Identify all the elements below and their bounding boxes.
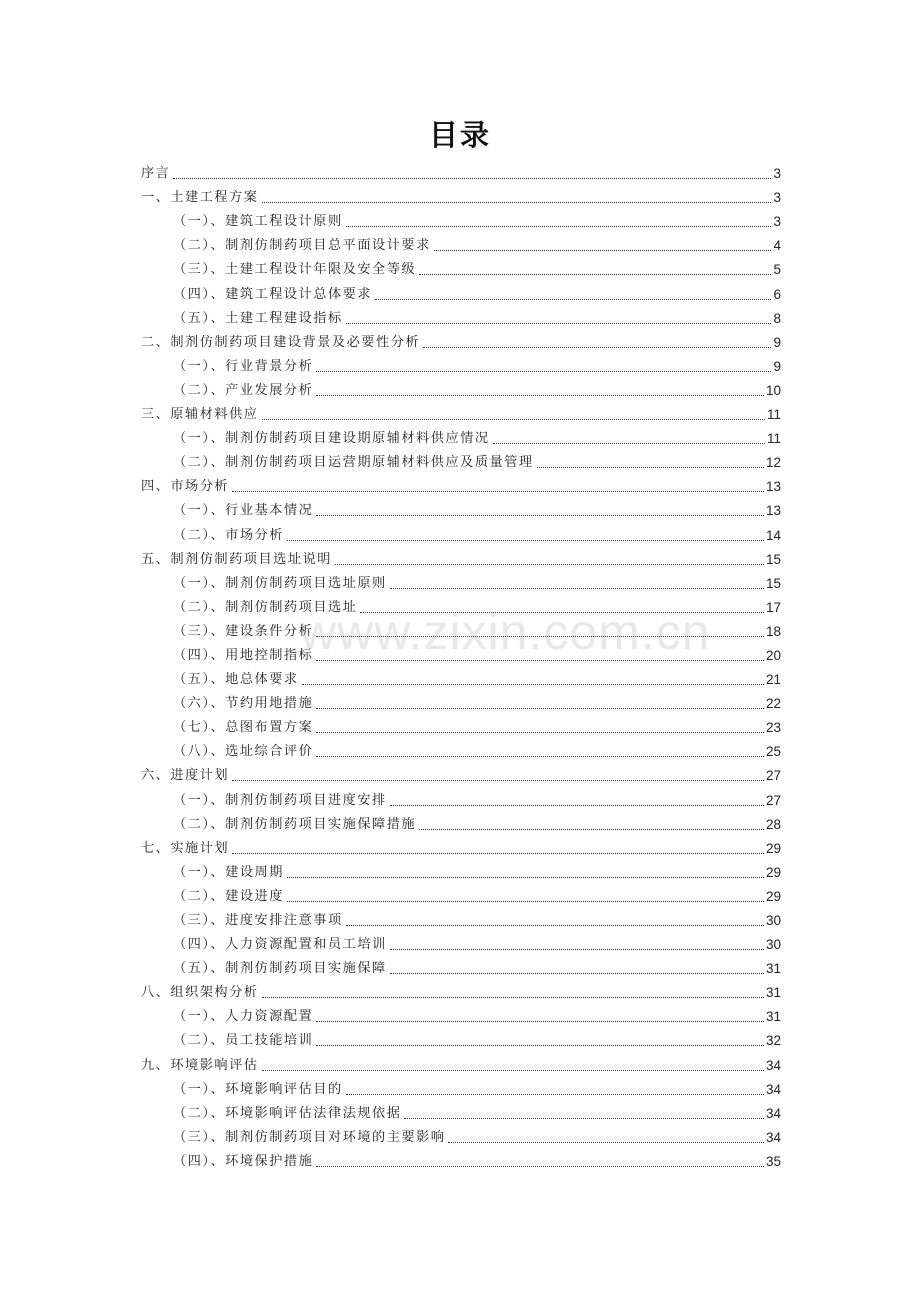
- toc-entry-label: （一）、行业背景分析: [173, 358, 314, 374]
- toc-entry-label: （二）、环境影响评估法律法规依据: [173, 1105, 402, 1121]
- dot-leader: [423, 346, 771, 348]
- toc-subsection-entry[interactable]: [141, 859, 781, 883]
- dot-leader: [346, 924, 764, 926]
- toc-entry-page-number: 18: [765, 623, 781, 639]
- toc-entry-label: （二）、制剂仿制药项目实施保障措施: [173, 816, 417, 832]
- dot-leader: [316, 659, 764, 661]
- dot-leader: [390, 587, 764, 589]
- dot-leader: [493, 442, 765, 444]
- dot-leader: [316, 514, 764, 516]
- toc-entry-page-number: 12: [765, 455, 781, 471]
- dot-leader: [316, 755, 764, 757]
- toc-entry-label: （一）、制剂仿制药项目建设期原辅材料供应情况: [173, 431, 490, 447]
- toc-entry-page-number: 35: [765, 1153, 781, 1169]
- toc-section-entry[interactable]: [141, 1051, 781, 1075]
- toc-entry-page-number: 30: [765, 937, 781, 953]
- toc-entry-page-number: 31: [765, 985, 781, 1001]
- dot-leader: [232, 779, 764, 781]
- dot-leader: [346, 1093, 764, 1095]
- toc-entry-label: （一）、建设周期: [173, 864, 284, 880]
- toc-entry-page-number: 5: [773, 262, 781, 278]
- toc-subsection-entry[interactable]: [141, 521, 781, 545]
- toc-entry-page-number: 30: [765, 913, 781, 928]
- toc-entry-label: （八）、选址综合评价: [173, 744, 314, 760]
- toc-section-entry[interactable]: [141, 835, 781, 859]
- toc-entry-page-number: 9: [773, 334, 781, 350]
- dot-leader: [360, 611, 764, 613]
- toc-subsection-entry[interactable]: [141, 714, 781, 738]
- toc-entry-page-number: 32: [765, 1033, 781, 1049]
- toc-subsection-entry[interactable]: [141, 907, 781, 931]
- toc-subsection-entry[interactable]: [141, 280, 781, 304]
- toc-subsection-entry[interactable]: [141, 449, 781, 473]
- toc-entry-label: （二）、市场分析: [173, 527, 284, 543]
- toc-entry-label: （一）、行业基本情况: [173, 503, 314, 519]
- dot-leader: [335, 563, 764, 565]
- toc-entry-page-number: 34: [765, 1057, 781, 1073]
- toc-subsection-entry[interactable]: [141, 690, 781, 714]
- toc-entry-page-number: 11: [766, 431, 781, 447]
- toc-entry-label: （四）、环境保护措施: [173, 1153, 314, 1169]
- toc-entry-label: （七）、总图布置方案: [173, 720, 314, 736]
- toc-entry-label: （四）、人力资源配置和员工培训: [173, 937, 387, 953]
- dot-leader: [434, 249, 772, 251]
- toc-entry-label: （三）、进度安排注意事项: [173, 913, 343, 928]
- watermark: www.zixin.com.cn: [300, 604, 711, 660]
- dot-leader: [262, 1069, 764, 1071]
- toc-subsection-entry[interactable]: [141, 1003, 781, 1027]
- dot-leader: [287, 900, 764, 902]
- toc-entry-label: （二）、制剂仿制药项目运营期原辅材料供应及质量管理: [173, 455, 534, 471]
- dot-leader: [232, 852, 764, 854]
- toc-subsection-entry[interactable]: [141, 594, 781, 618]
- toc-entry-page-number: 25: [765, 744, 781, 760]
- dot-leader: [232, 490, 764, 492]
- toc-subsection-entry[interactable]: [141, 1027, 781, 1051]
- toc-entry-page-number: 27: [765, 768, 781, 784]
- toc-entry-label: （五）、土建工程建设指标: [173, 310, 343, 326]
- toc-entry-label: （二）、制剂仿制药项目选址: [173, 599, 358, 615]
- toc-entry-label: 七、实施计划: [141, 840, 230, 856]
- toc-subsection-entry[interactable]: [141, 883, 781, 907]
- dot-leader: [316, 635, 764, 637]
- dot-leader: [419, 273, 771, 275]
- toc-section-entry[interactable]: [141, 160, 781, 184]
- toc-section-entry[interactable]: [141, 979, 781, 1003]
- toc-entry-page-number: 28: [765, 816, 781, 832]
- toc-entry-label: 三、原辅材料供应: [141, 407, 259, 423]
- toc-section-entry[interactable]: [141, 329, 781, 353]
- toc-subsection-entry[interactable]: [141, 811, 781, 835]
- toc-subsection-entry[interactable]: [141, 208, 781, 232]
- toc-entry-page-number: 29: [765, 888, 781, 904]
- toc-subsection-entry[interactable]: [141, 377, 781, 401]
- toc-entry-page-number: 29: [765, 840, 781, 856]
- toc-entry-page-number: 17: [765, 599, 781, 615]
- toc-entry-label: 一、土建工程方案: [141, 190, 259, 206]
- toc-entry-page-number: 20: [765, 647, 781, 663]
- toc-entry-page-number: 6: [773, 286, 781, 302]
- dot-leader: [316, 394, 764, 396]
- dot-leader: [287, 539, 764, 541]
- toc-entry-page-number: 3: [773, 190, 781, 206]
- toc-entry-page-number: 13: [765, 479, 781, 495]
- toc-entry-page-number: 21: [765, 672, 781, 688]
- toc-entry-label: （一）、建筑工程设计原则: [173, 214, 343, 230]
- toc-entry-label: 九、环境影响评估: [141, 1057, 259, 1073]
- dot-leader: [316, 1020, 764, 1022]
- toc-entry-page-number: 15: [765, 551, 781, 567]
- toc-entry-label: 序言: [141, 166, 171, 182]
- toc-entry-label: （三）、建设条件分析: [173, 623, 314, 639]
- toc-section-entry[interactable]: [141, 401, 781, 425]
- dot-leader: [375, 298, 771, 300]
- toc-section-entry[interactable]: [141, 184, 781, 208]
- toc-subsection-entry[interactable]: [141, 353, 781, 377]
- toc-entry-label: （三）、土建工程设计年限及安全等级: [173, 262, 417, 278]
- toc-entry-label: （一）、制剂仿制药项目选址原则: [173, 575, 387, 591]
- toc-entry-page-number: 13: [765, 503, 781, 519]
- toc-entry-page-number: 31: [765, 961, 781, 977]
- toc-section-entry[interactable]: [141, 546, 781, 570]
- toc-subsection-entry[interactable]: [141, 955, 781, 979]
- toc-subsection-entry[interactable]: [141, 305, 781, 329]
- dot-leader: [262, 418, 765, 420]
- toc-subsection-entry[interactable]: [141, 618, 781, 642]
- toc-subsection-entry[interactable]: [141, 232, 781, 256]
- dot-leader: [404, 1117, 764, 1119]
- dot-leader: [390, 804, 764, 806]
- toc-entry-page-number: 10: [765, 382, 781, 398]
- dot-leader: [173, 177, 771, 179]
- toc-subsection-entry[interactable]: [141, 256, 781, 280]
- toc-entry-page-number: 34: [765, 1081, 781, 1097]
- toc-section-entry[interactable]: [141, 473, 781, 497]
- toc-subsection-entry[interactable]: [141, 570, 781, 594]
- toc-entry-label: （六）、节约用地措施: [173, 696, 314, 712]
- dot-leader: [390, 972, 764, 974]
- toc-entry-label: 五、制剂仿制药项目选址说明: [141, 551, 332, 567]
- dot-leader: [316, 731, 764, 733]
- dot-leader: [302, 683, 764, 685]
- dot-leader: [316, 1165, 764, 1167]
- toc-entry-page-number: 22: [765, 696, 781, 712]
- toc-entry-label: （四）、建筑工程设计总体要求: [173, 286, 373, 302]
- toc-entry-page-number: 31: [765, 1009, 781, 1025]
- toc-entry-label: 二、制剂仿制药项目建设背景及必要性分析: [141, 334, 421, 350]
- dot-leader: [287, 876, 764, 878]
- toc-subsection-entry[interactable]: [141, 1100, 781, 1124]
- toc-title: 目录: [428, 118, 491, 152]
- toc-entry-label: 四、市场分析: [141, 479, 230, 495]
- toc-entry-page-number: 34: [765, 1105, 781, 1121]
- dot-leader: [316, 707, 764, 709]
- toc-entry-label: （二）、员工技能培训: [173, 1033, 314, 1049]
- dot-leader: [316, 370, 771, 372]
- toc-subsection-entry[interactable]: [141, 666, 781, 690]
- toc-entry-label: （二）、制剂仿制药项目总平面设计要求: [173, 238, 431, 254]
- toc-entry-label: （三）、制剂仿制药项目对环境的主要影响: [173, 1129, 446, 1145]
- toc-entry-label: （二）、产业发展分析: [173, 382, 314, 398]
- toc-entry-page-number: 27: [765, 792, 781, 808]
- toc-subsection-entry[interactable]: [141, 497, 781, 521]
- toc-entry-page-number: 8: [773, 310, 781, 326]
- toc-section-entry[interactable]: [141, 762, 781, 786]
- dot-leader: [346, 225, 772, 227]
- toc-subsection-entry[interactable]: [141, 738, 781, 762]
- toc-entry-page-number: 23: [765, 720, 781, 736]
- toc-entry-label: （五）、制剂仿制药项目实施保障: [173, 961, 387, 977]
- dot-leader: [537, 466, 764, 468]
- toc-subsection-entry[interactable]: [141, 425, 781, 449]
- toc-entry-label: （四）、用地控制指标: [173, 647, 314, 663]
- dot-leader: [419, 828, 764, 830]
- dot-leader: [448, 1141, 764, 1143]
- toc-entry-label: 六、进度计划: [141, 768, 230, 784]
- toc-entry-label: （二）、建设进度: [173, 888, 284, 904]
- toc-subsection-entry[interactable]: [141, 1076, 781, 1100]
- toc-entry-label: （五）、地总体要求: [173, 672, 299, 688]
- toc-entry-label: （一）、制剂仿制药项目进度安排: [173, 792, 387, 808]
- toc-entry-page-number: 3: [773, 166, 781, 182]
- dot-leader: [262, 201, 772, 203]
- toc-subsection-entry[interactable]: [141, 786, 781, 810]
- toc-subsection-entry[interactable]: [141, 931, 781, 955]
- dot-leader: [262, 996, 764, 998]
- dot-leader: [346, 322, 772, 324]
- toc-subsection-entry[interactable]: [141, 642, 781, 666]
- toc-subsection-entry[interactable]: [141, 1148, 781, 1172]
- toc-entry-page-number: 15: [765, 575, 781, 591]
- toc-subsection-entry[interactable]: [141, 1124, 781, 1148]
- toc-entry-page-number: 9: [773, 358, 781, 374]
- toc-entry-page-number: 34: [765, 1129, 781, 1145]
- toc-entry-label: 八、组织架构分析: [141, 985, 259, 1001]
- toc-entry-label: （一）、环境影响评估目的: [173, 1081, 343, 1097]
- toc-entry-page-number: 3: [773, 214, 781, 230]
- toc-entry-label: （一）、人力资源配置: [173, 1009, 314, 1025]
- toc-entry-page-number: 4: [773, 238, 781, 254]
- toc-entry-page-number: 14: [765, 527, 781, 543]
- dot-leader: [390, 948, 764, 950]
- toc-list: [141, 160, 781, 1172]
- dot-leader: [316, 1044, 764, 1046]
- toc-entry-page-number: 29: [765, 864, 781, 880]
- toc-entry-page-number: 11: [766, 407, 781, 423]
